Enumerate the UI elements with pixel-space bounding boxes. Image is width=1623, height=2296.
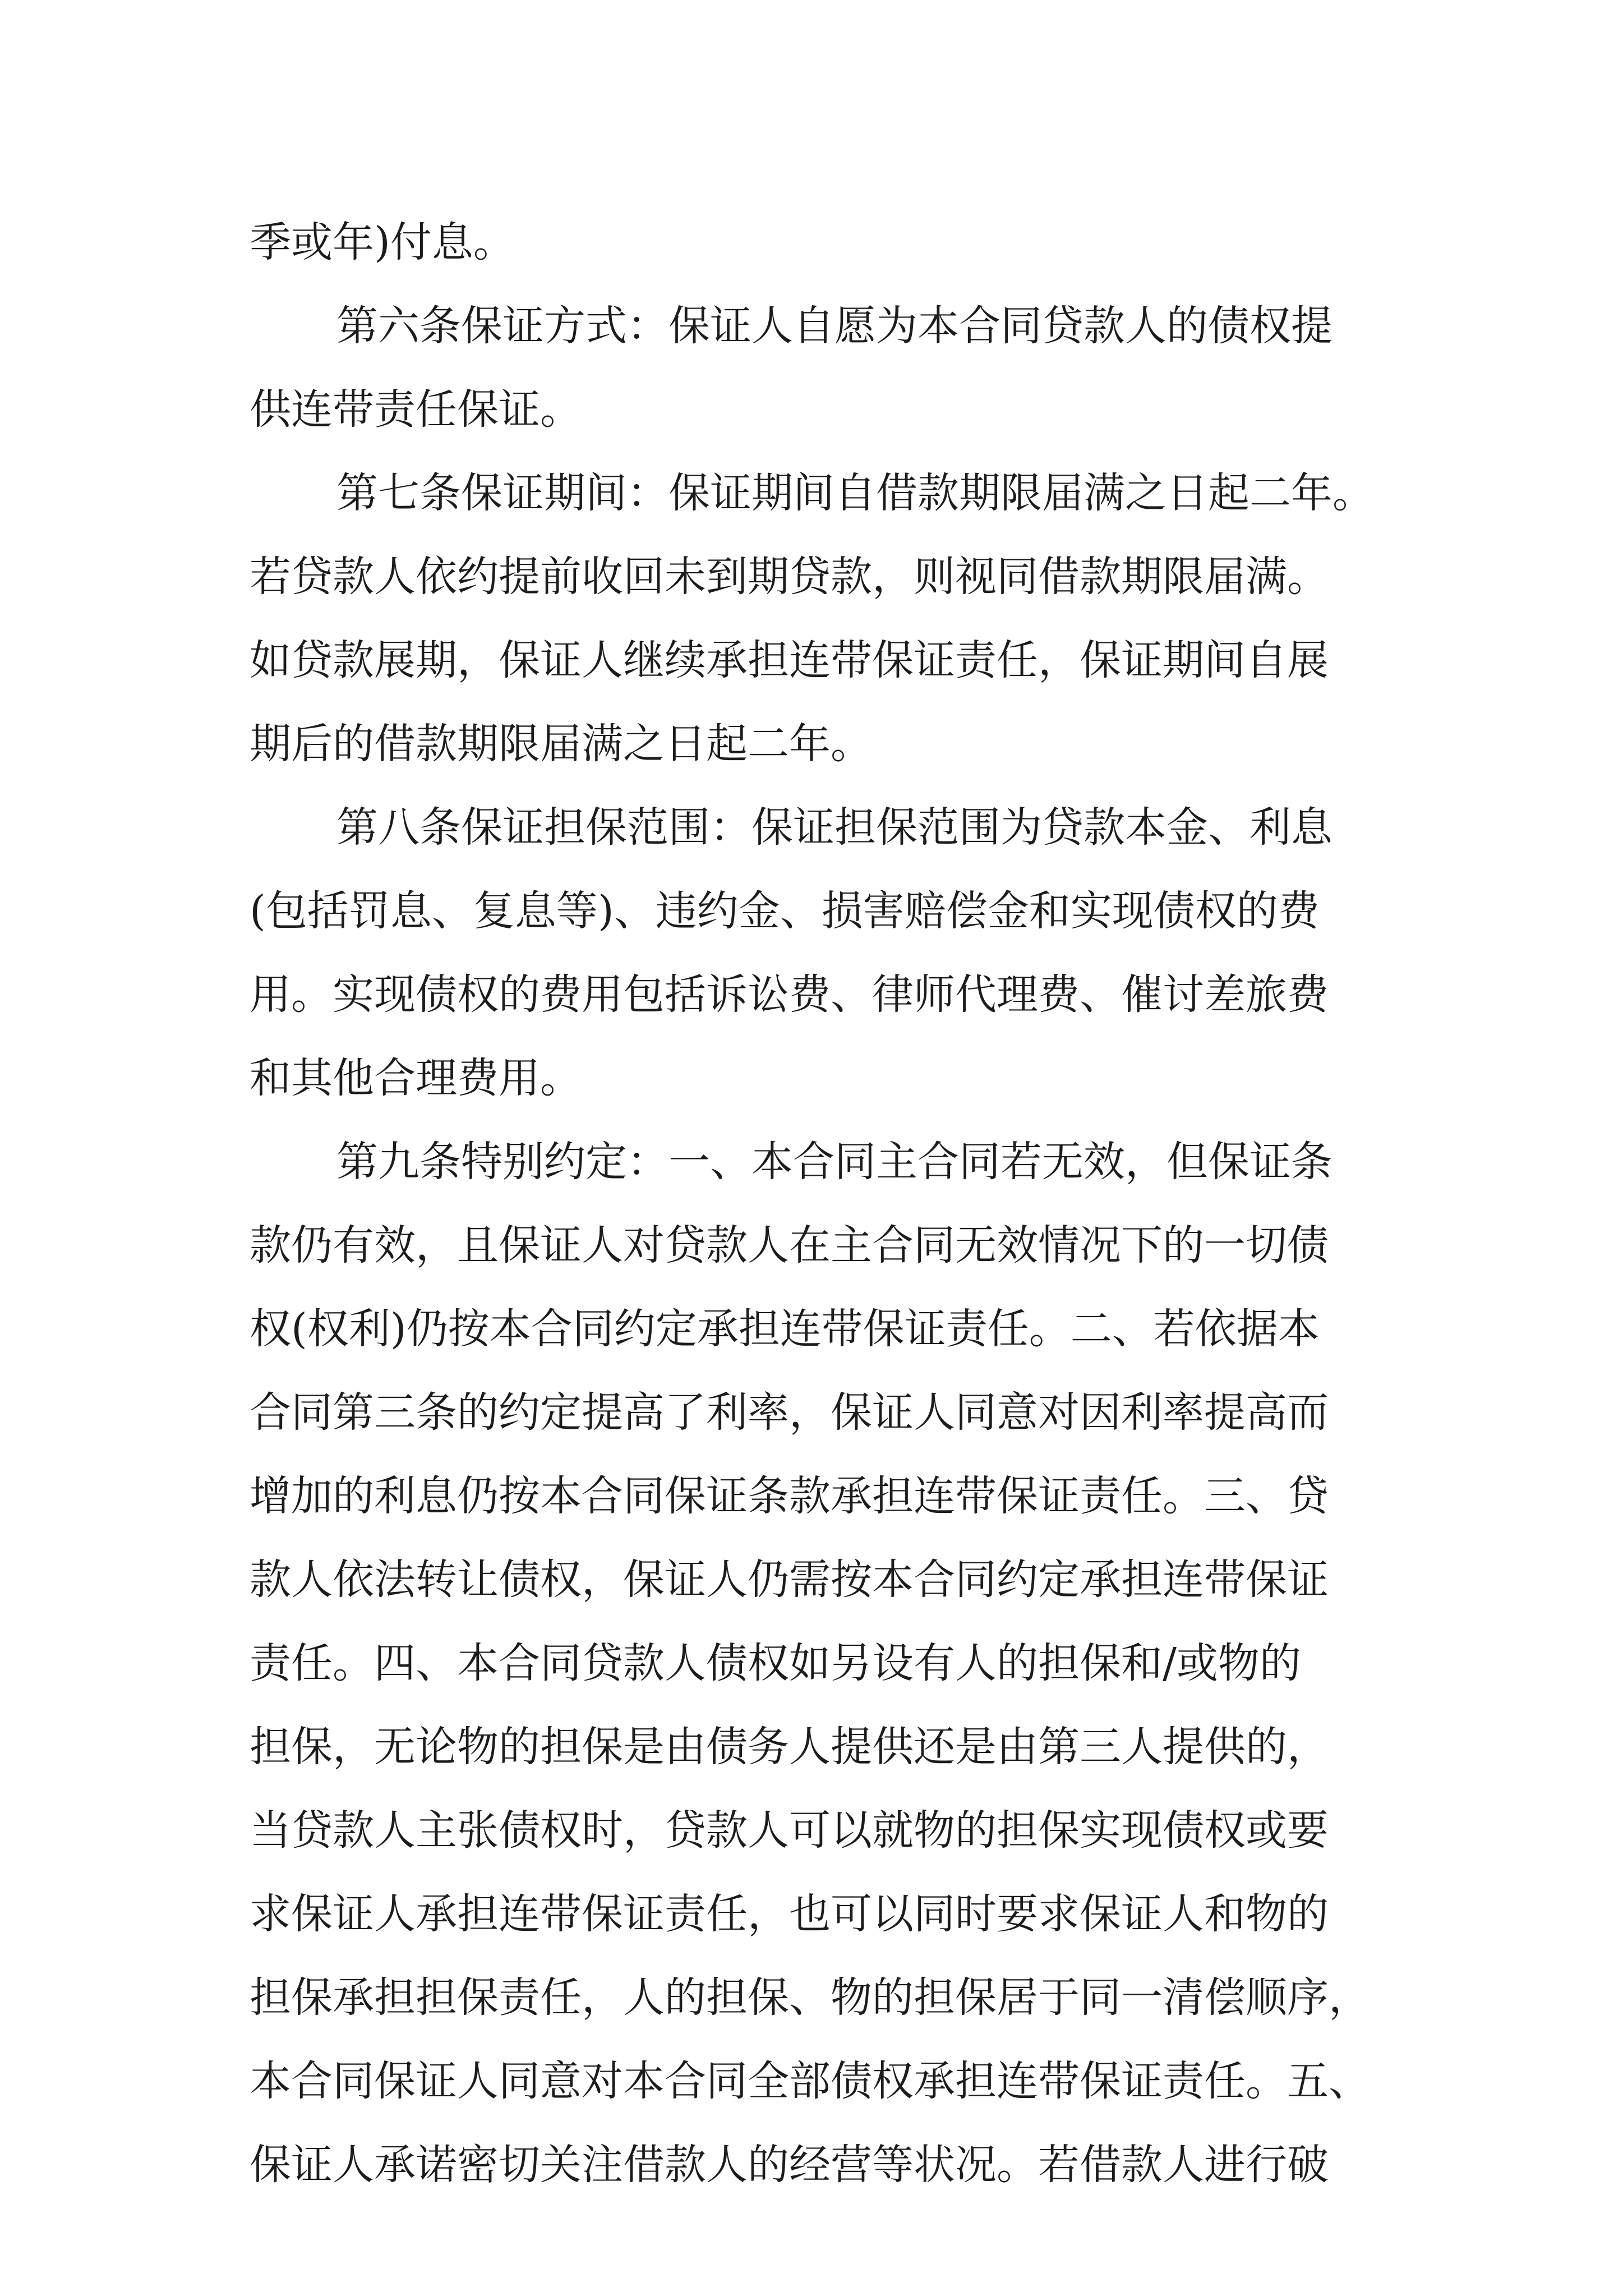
text-line: 责任。四、本合同贷款人债权如另设有人的担保和/或物的 [250,1639,1301,1687]
text-line: 款人依法转让债权，保证人仍需按本合同约定承担连带保证 [250,1556,1329,1604]
text-line: 如贷款展期，保证人继续承担连带保证责任，保证期间自展 [250,636,1329,684]
text-line: 担保，无论物的担保是由债务人提供还是由第三人提供的， [250,1723,1329,1771]
text-line: 本合同保证人同意对本合同全部债权承担连带保证责任。五、 [250,2057,1370,2105]
text-line: 期后的借款期限届满之日起二年。 [250,720,872,768]
text-line: 季或年)付息。 [250,218,515,266]
text-line: 合同第三条的约定提高了利率，保证人同意对因利率提高而 [250,1388,1329,1437]
text-line: 担保承担担保责任，人的担保、物的担保居于同一清偿顺序， [250,1973,1370,2022]
clause-9-first-line: 第九条特别约定：一、本合同主合同若无效，但保证条 [336,1138,1332,1186]
text-line: 保证人承诺密切关注借款人的经营等状况。若借款人进行破 [250,2141,1329,2189]
text-line: (包括罚息、复息等)、违约金、损害赔偿金和实现债权的费 [250,887,1320,935]
contract-text [250,201,1394,2207]
clause-6-first-line: 第六条保证方式：保证人自愿为本合同贷款人的债权提 [336,302,1332,350]
text-line: 增加的利息仍按本合同保证条款承担连带保证责任。三、贷 [250,1472,1329,1520]
text-line: 和其他合理费用。 [250,1054,582,1102]
text-line: 若贷款人依约提前收回未到期贷款，则视同借款期限届满。 [250,553,1329,601]
text-line: 款仍有效，且保证人对贷款人在主合同无效情况下的一切债 [250,1221,1329,1269]
clause-7-first-line: 第七条保证期间：保证期间自借款期限届满之日起二年。 [336,469,1374,517]
text-line: 供连带责任保证。 [250,385,582,434]
text-line: 求保证人承担连带保证责任，也可以同时要求保证人和物的 [250,1890,1329,1938]
clause-8-first-line: 第八条保证担保范围：保证担保范围为贷款本金、利息 [336,803,1332,852]
text-line: 权(权利)仍按本合同约定承担连带保证责任。二、若依据本 [250,1305,1320,1353]
text-line: 用。实现债权的费用包括诉讼费、律师代理费、催讨差旅费 [250,970,1329,1019]
text-line: 当贷款人主张债权时，贷款人可以就物的担保实现债权或要 [250,1806,1329,1855]
